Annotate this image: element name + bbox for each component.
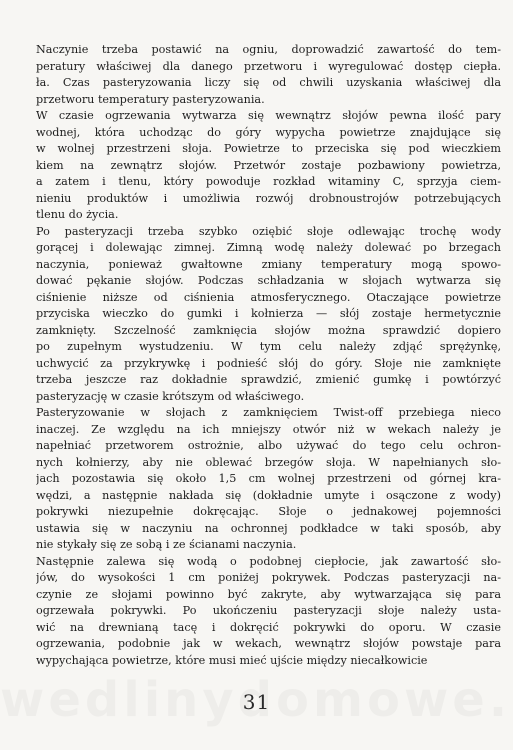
paragraph (36, 405, 501, 554)
text-line: zamknięty. Szczelność zamknięcia słojów można sprawdzić dopiero (36, 323, 501, 337)
text-line: ła. Czas pasteryzowania liczy się od chwili uzyskania właściwej dla (36, 76, 501, 89)
text-line: uchwycić za przykrywkę i podnieść słój do góry. Słoje nie zamknięte (36, 356, 501, 370)
text-line: ciśnienie niższe od ciśnienia atmosferycznego. Otaczające powietrze (36, 290, 501, 304)
text-line: pasteryzację w czasie krótszym od właściwego. (36, 389, 305, 403)
text-line: trzeba jeszcze raz dokładnie sprawdzić, zmienić gumkę i powtórzyć (36, 373, 501, 386)
text-line: nie stykały się ze sobą i ze ścianami naczynia. (36, 538, 297, 551)
paragraph (36, 224, 501, 406)
text-line: przetworu temperatury pasteryzowania. (36, 92, 265, 106)
text-line: przyciska wieczko do gumki i kołnierza — słój zostaje hermetycznie (36, 307, 501, 320)
text-line: inaczej. Ze względu na ich mniejszy otwór niż w wekach należy je (36, 422, 501, 436)
text-line: w wolnej przestrzeni słoja. Powietrze to przeciska się pod wieczkiem (36, 142, 501, 155)
text-line: wić na drewnianą tacę i dokręcić pokrywki do oporu. W czasie (36, 620, 501, 634)
text-line: pokrywki niezupełnie dokręcając. Słoje o jednakowej pojemności (36, 505, 501, 518)
text-line: wędzi, a następnie nakłada się (dokładnie umyte i osączone z wody) (36, 488, 501, 502)
page-number: 31 (242, 690, 271, 714)
text-line: Po pasteryzacji trzeba szybko oziębić słoje odlewając trochę wody (36, 224, 501, 238)
text-line: jów, do wysokości 1 cm poniżej pokrywek. Podczas pasteryzacji na- (36, 571, 501, 584)
text-line: a zatem i tlenu, który powoduje rozkład witaminy C, sprzyja ciem- (36, 175, 501, 188)
paragraph (36, 554, 501, 670)
text-line: po zupełnym wystudzeniu. W tym celu należy zdjąć sprężynkę, (36, 340, 501, 353)
text-line: Następnie zalewa się wodą o podobnej ciepłocie, jak zawartość sło- (36, 554, 501, 568)
page-body (36, 42, 501, 669)
text-line: ogrzewania, podobnie jak w wekach, wewnątrz słojów powstaje para (36, 637, 501, 650)
text-line: kiem na zewnątrz słojów. Przetwór zostaje pozbawiony powietrza, (36, 158, 501, 172)
text-line: nieniu produktów i umożliwia rozwój drobnoustrojów potrzebujących (36, 191, 501, 205)
text-line: napełniać przetworem ostrożnie, albo używać do tego celu ochron- (36, 439, 501, 452)
text-line: wypychająca powietrze, które musi mieć ujście między niecałkowicie (36, 653, 428, 667)
text-line: wodnej, która uchodząc do góry wypycha powietrze znajdujące się (36, 125, 501, 139)
text-line: nych kołnierzy, aby nie oblewać brzegów słoja. W napełnianych sło- (36, 455, 501, 469)
text-line: Pasteryzowanie w słojach z zamknięciem Twist-off przebiega nieco (36, 406, 501, 419)
paragraph (36, 42, 501, 108)
text-line: W czasie ogrzewania wytwarza się wewnątrz słojów pewna ilość pary (36, 109, 501, 122)
text-line: naczynia, ponieważ gwałtowne zmiany temperatury mogą spowo- (36, 257, 501, 271)
text-line: tlenu do życia. (36, 208, 119, 221)
text-line: ogrzewała pokrywki. Po ukończeniu pasteryzacji słoje należy usta- (36, 604, 501, 617)
text-line: Naczynie trzeba postawić na ogniu, doprowadzić zawartość do tem- (36, 43, 501, 56)
text-line: peratury właściwej dla danego przetworu i wyregulować dostęp ciepła. (36, 59, 501, 73)
text-line: dować pękanie słojów. Podczas schładzania w słojach wytwarza się (36, 274, 501, 287)
paragraph (36, 108, 501, 224)
text-line: czynie ze słojami powinno być zakryte, aby wytwarzająca się para (36, 587, 501, 601)
text-line: gorącej i dolewając zimnej. Zimną wodę należy dolewać po brzegach (36, 241, 501, 254)
text-line: jach pozostawia się około 1,5 cm wolnej przestrzeni od górnej kra- (36, 472, 501, 485)
text-line: ustawia się w naczyniu na ochronnej podkładce w taki sposób, aby (36, 521, 501, 535)
